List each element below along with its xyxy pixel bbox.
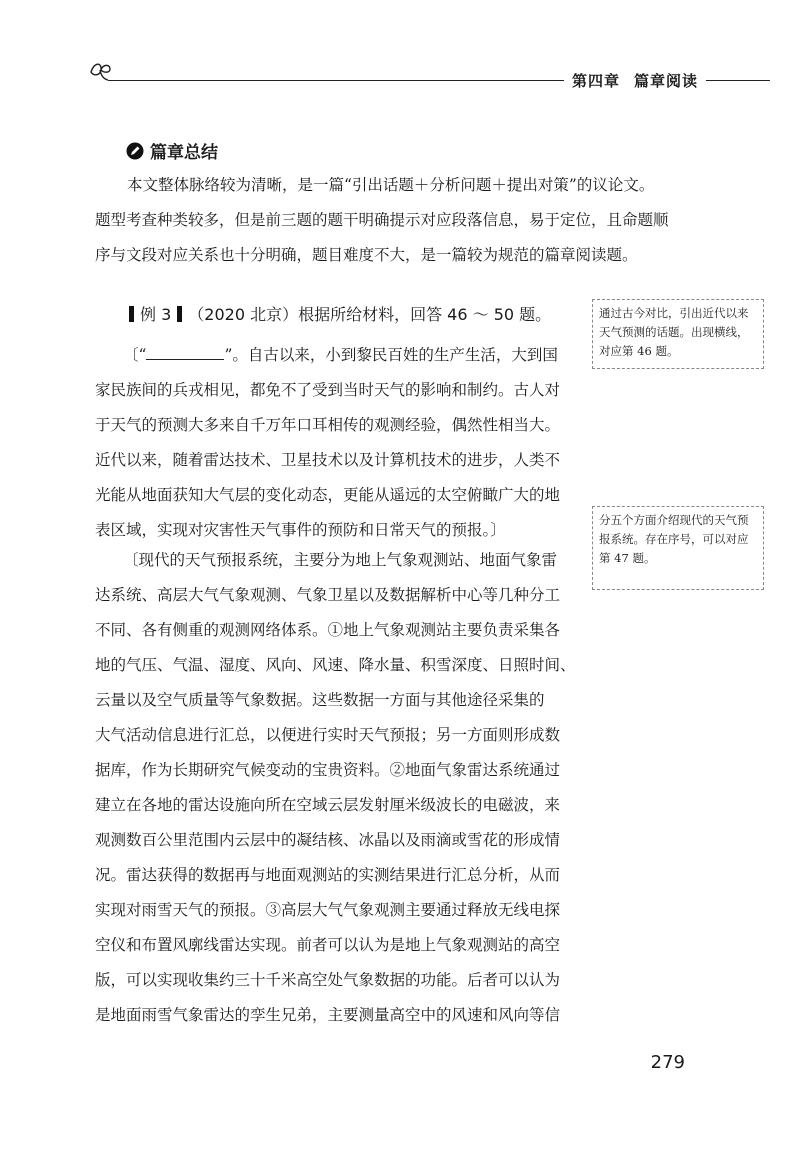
summary-paragraph	[95, 168, 695, 273]
passage-line: 建立在各地的雷达设施向所在空域云层发射厘米级波长的电磁波，来	[95, 796, 561, 814]
fill-in-blank	[146, 343, 224, 360]
passage-line: 是地面雨雪气象雷达的孪生兄弟，主要测量高空中的风速和风向等信	[95, 1006, 561, 1024]
passage-line: 云量以及空气质量等气象数据。这些数据一方面与其他途径采集的	[95, 691, 545, 709]
passage-line: 表区域，实现对灾害性天气事件的预防和日常天气的预报。〕	[95, 521, 506, 539]
passage-line: 大气活动信息进行汇总，以便进行实时天气预报；另一方面则形成数	[95, 726, 561, 744]
passage-line: 况。雷达获得的数据再与地面观测站的实测结果进行汇总分析，从而	[95, 866, 561, 884]
example-label: 例 3	[140, 305, 172, 324]
summary-title: 篇章总结	[150, 143, 218, 163]
chapter-label: 第四章	[571, 72, 620, 90]
passage-line: 光能从地面获知大气层的变化动态，更能从遥远的太空俯瞰广大的地	[95, 486, 561, 504]
pencil-bullet-icon	[126, 142, 144, 160]
passage-line: 实现对雨雪天气的预报。③高层大气气象观测主要通过释放无线电探	[95, 901, 561, 919]
summary-heading	[126, 138, 218, 163]
passage-line: 〔现代的天气预报系统，主要分为地上气象观测站、地面气象雷	[123, 551, 558, 569]
passage-line: 家民族间的兵戎相见，都免不了受到当时天气的影响和制约。古人对	[95, 381, 561, 399]
page-number: 279	[650, 1052, 685, 1073]
passage-line: 地的气压、气温、湿度、风向、风速、降水量、积雪深度、日照时间、	[95, 656, 576, 674]
margin-note-2: 分五个方面介绍现代的天气预报系统。存在序号，可以对应第 47 题。	[592, 506, 764, 590]
margin-note-1: 通过古今对比，引出近代以来天气预测的话题。出现横线，对应第 46 题。	[592, 299, 764, 369]
passage-line: 观测数百公里范围内云层中的凝结核、冰晶以及雨滴或雪花的形成情	[95, 831, 561, 849]
passage-paragraph-1	[95, 338, 595, 548]
example-heading	[123, 302, 551, 325]
passage-line: 空仪和布置风廓线雷达实现。前者可以认为是地上气象观测站的高空	[95, 936, 561, 954]
summary-line: 题型考查种类较多，但是前三题的题干明确提示对应段落信息，易于定位，且命题顺	[95, 211, 669, 229]
section-label: 篇章阅读	[633, 72, 698, 90]
passage-line: 据库，作为长期研究气候变动的宝贵资料。②地面气象雷达系统通过	[95, 761, 561, 779]
running-header	[564, 70, 706, 91]
passage-line: 近代以来，随着雷达技术、卫星技术以及计算机技术的进步，人类不	[95, 451, 561, 469]
passage-line: 于天气的预测大多来自千万年口耳相传的观测经验，偶然性相当大。	[95, 416, 561, 434]
summary-line: 本文整体脉络较为清晰，是一篇“引出话题＋分析问题＋提出对策”的议论文。	[127, 176, 655, 194]
quote-open: 〔“	[123, 346, 147, 364]
passage-line: 版，可以实现收集约三十千米高空处气象数据的功能。后者可以认为	[95, 971, 561, 989]
passage-line	[95, 338, 595, 373]
summary-line: 序与文段对应关系也十分明确，题目难度不大，是一篇较为规范的篇章阅读题。	[95, 246, 638, 264]
quote-rest: ”。自古以来，小到黎民百姓的生产生活，大到国	[224, 346, 558, 364]
example-text: （2020 北京）根据所给材料，回答 46 ～ 50 题。	[188, 305, 552, 324]
passage-line: 不同、各有侧重的观测网络体系。①地上气象观测站主要负责采集各	[95, 621, 561, 639]
bracket-bar-right	[177, 306, 182, 322]
passage-paragraph-2	[95, 543, 595, 1033]
passage-line: 达系统、高层大气气象观测、气象卫星以及数据解析中心等几种分工	[95, 586, 561, 604]
bracket-bar-left	[129, 306, 134, 322]
